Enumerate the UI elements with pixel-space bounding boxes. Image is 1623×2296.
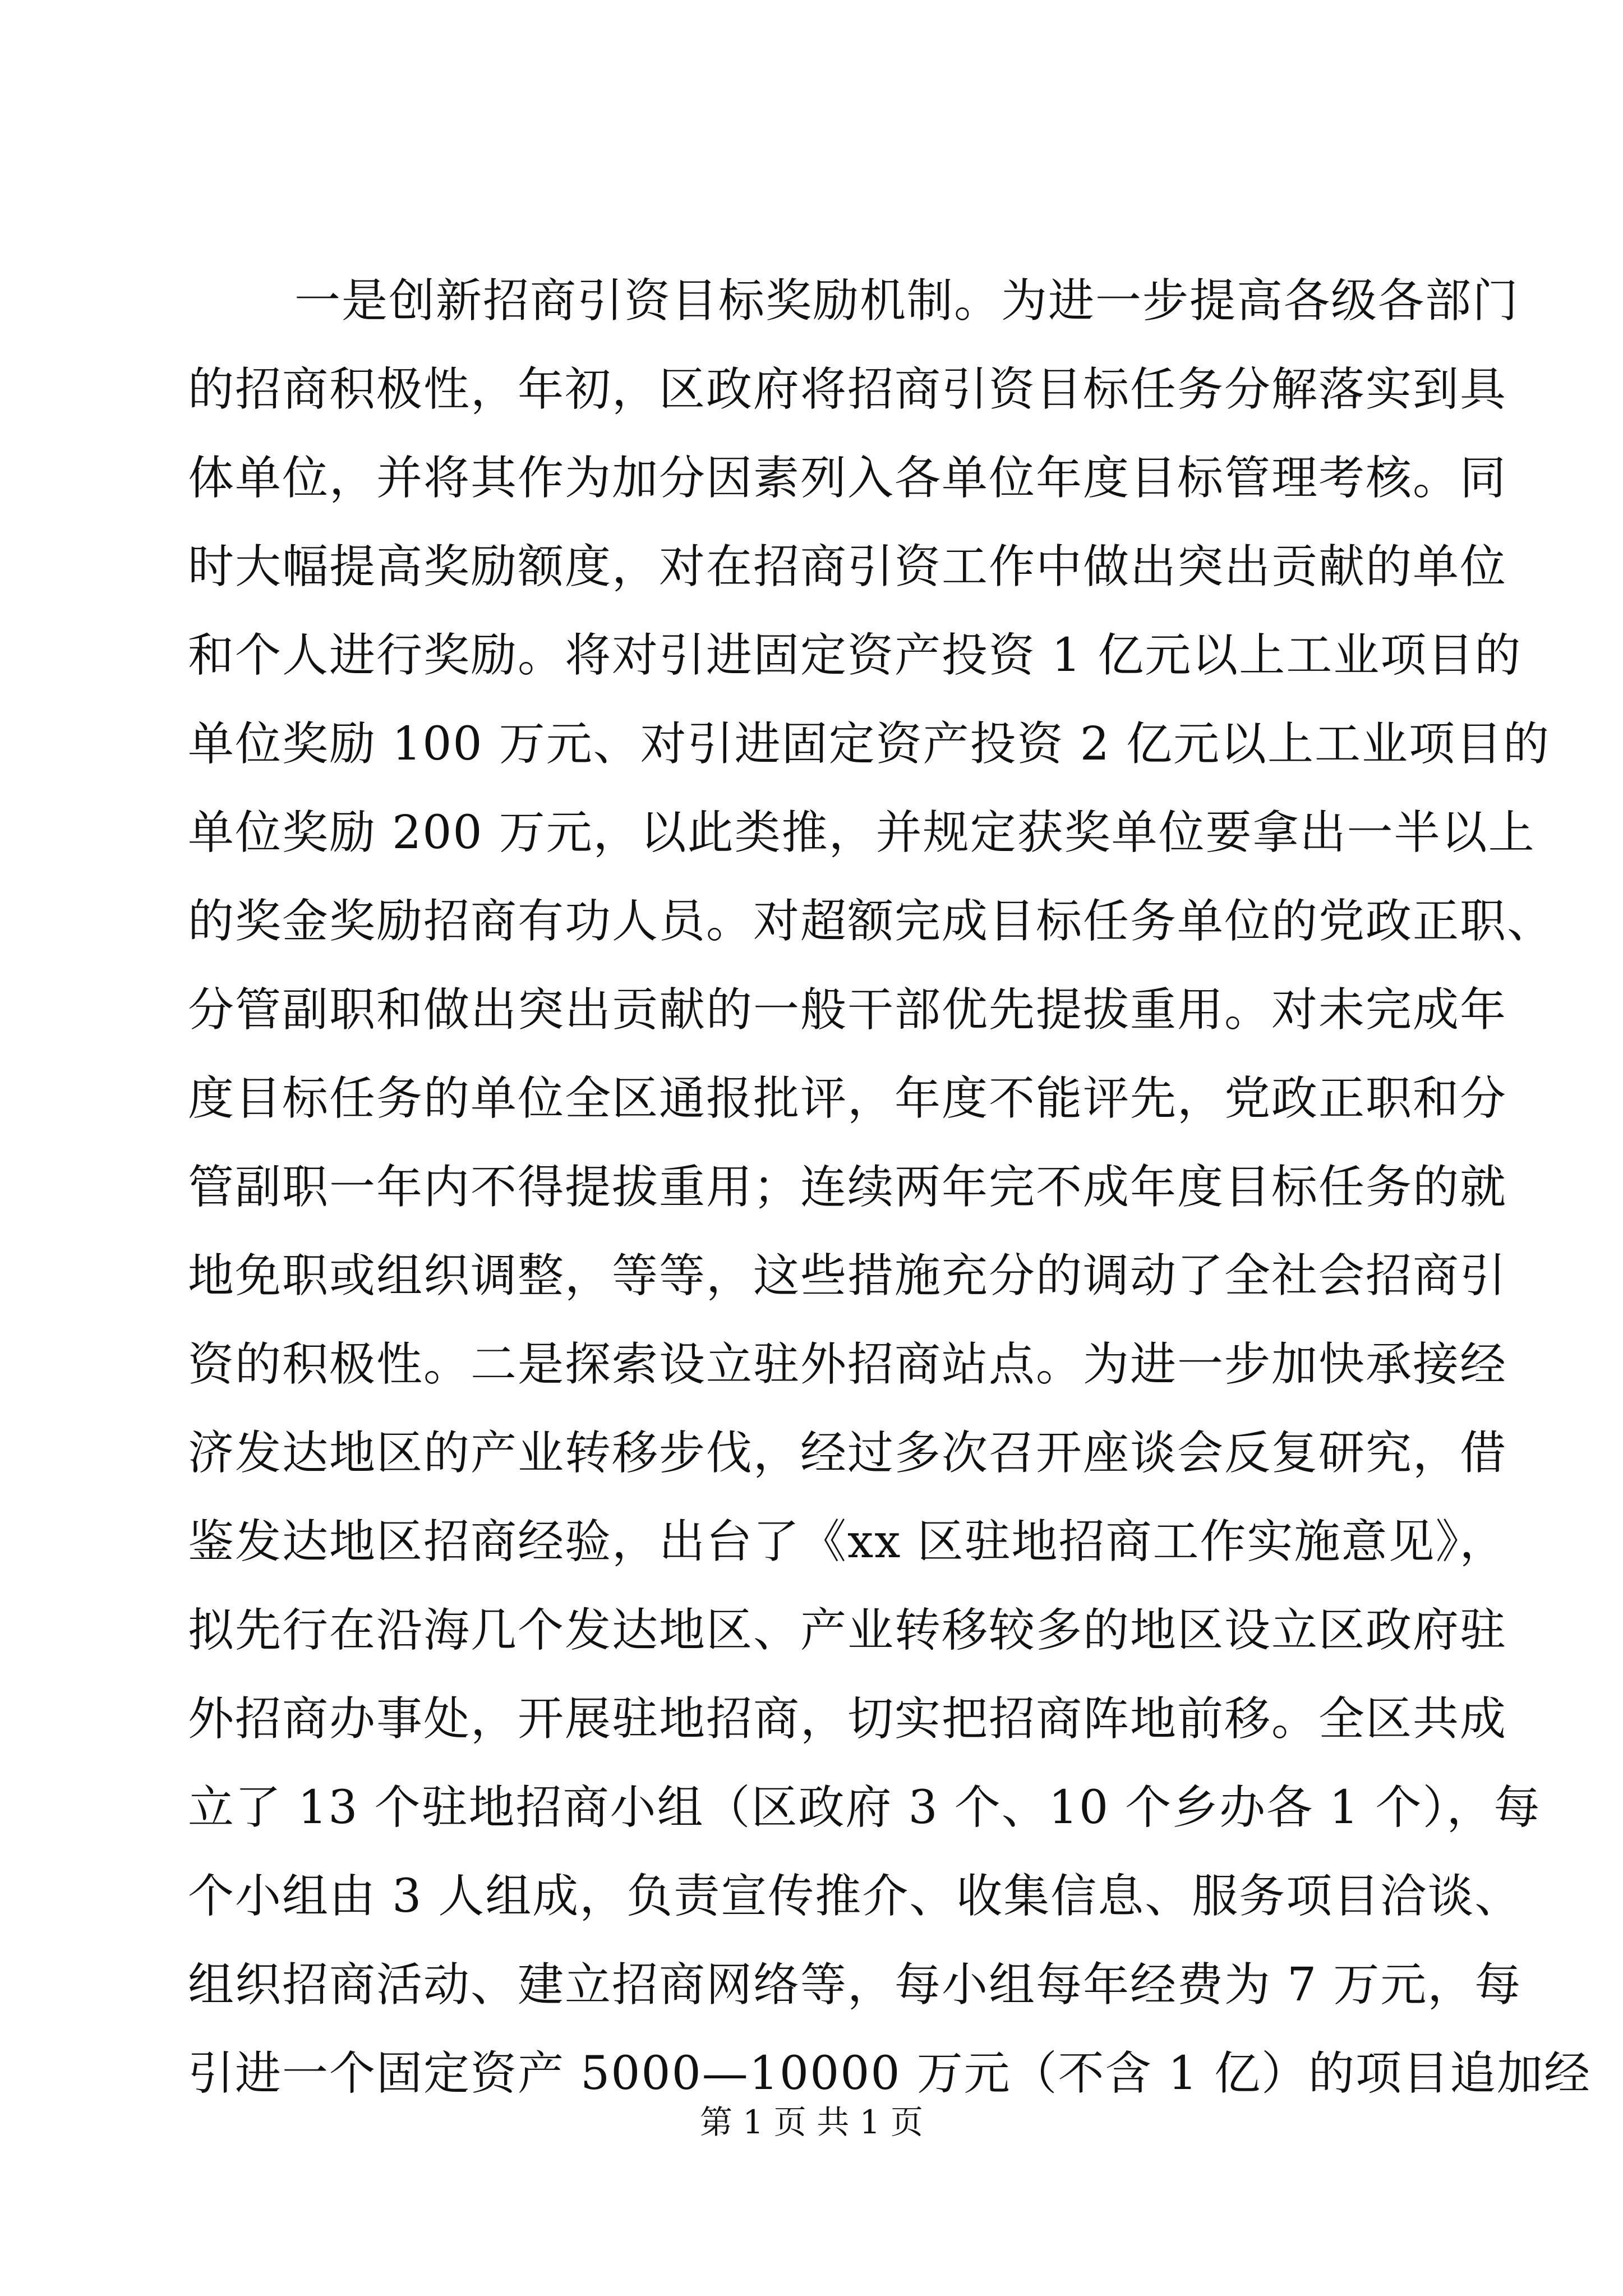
text-line: 单位奖励 100 万元、对引进固定资产投资 2 亿元以上工业项目的	[188, 717, 1550, 771]
text-line: 一是创新招商引资目标奖励机制。为进一步提高各级各部门	[294, 274, 1520, 328]
text-line: 鉴发达地区招商经验，出台了《xx 区驻地招商工作实施意见》，	[188, 1515, 1507, 1568]
text-line: 度目标任务的单位全区通报批评，年度不能评先，党政正职和分	[188, 1072, 1507, 1125]
text-line: 单位奖励 200 万元，以此类推，并规定获奖单位要拿出一半以上	[188, 806, 1536, 859]
text-line: 地免职或组织调整，等等，这些措施充分的调动了全社会招商引	[188, 1249, 1507, 1303]
text-line: 的招商积极性，年初，区政府将招商引资目标任务分解落实到具	[188, 363, 1507, 416]
text-line: 拟先行在沿海几个发达地区、产业转移较多的地区设立区政府驻	[188, 1604, 1507, 1657]
text-line: 济发达地区的产业转移步伐，经过多次召开座谈会反复研究，借	[188, 1427, 1507, 1480]
text-line: 时大幅提高奖励额度，对在招商引资工作中做出突出贡献的单位	[188, 540, 1507, 593]
text-line: 外招商办事处，开展驻地招商，切实把招商阵地前移。全区共成	[188, 1692, 1507, 1746]
text-line: 组织招商活动、建立招商网络等，每小组每年经费为 7 万元，每	[188, 1958, 1522, 2012]
text-line: 体单位，并将其作为加分因素列入各单位年度目标管理考核。同	[188, 452, 1507, 505]
text-line: 立了 13 个驻地招商小组（区政府 3 个、10 个乡办各 1 个），每	[188, 1781, 1541, 1834]
text-line: 引进一个固定资产 5000—10000 万元（不含 1 亿）的项目追加经	[188, 2047, 1591, 2100]
text-line: 和个人进行奖励。将对引进固定资产投资 1 亿元以上工业项目的	[188, 629, 1522, 682]
text-line: 的奖金奖励招商有功人员。对超额完成目标任务单位的党政正职、	[188, 895, 1555, 948]
page-footer: 第 1 页 共 1 页	[700, 2103, 923, 2141]
text-line: 个小组由 3 人组成，负责宣传推介、收集信息、服务项目洽谈、	[188, 1870, 1522, 1923]
text-line: 分管副职和做出突出贡献的一般干部优先提拔重用。对未完成年	[188, 983, 1507, 1037]
text-line: 管副职一年内不得提拔重用；连续两年完不成年度目标任务的就	[188, 1161, 1507, 1214]
text-line: 资的积极性。二是探索设立驻外招商站点。为进一步加快承接经	[188, 1338, 1507, 1391]
body-paragraph	[188, 257, 1591, 2118]
